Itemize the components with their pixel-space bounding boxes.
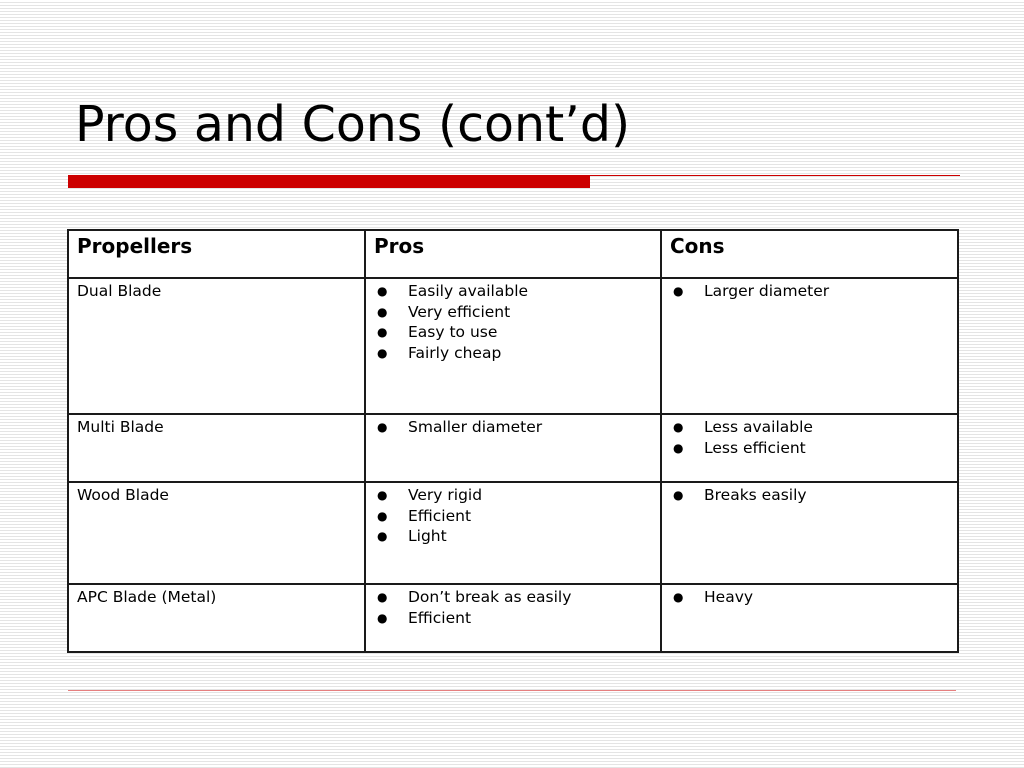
bullet-dot-icon: ● [377, 508, 388, 523]
pros-list [374, 281, 660, 363]
cons-item-text: Breaks easily [704, 486, 807, 504]
propeller-name: APC Blade (Metal) [77, 588, 217, 606]
header-propellers: Propellers [68, 230, 365, 278]
cons-item-text: Larger diameter [704, 282, 830, 300]
header-pros: Pros [365, 230, 661, 278]
list-item [670, 438, 957, 459]
cons-cell [661, 414, 958, 482]
list-item [374, 322, 660, 343]
cons-cell [661, 584, 958, 652]
pros-item-text: Fairly cheap [408, 343, 502, 362]
propeller-name-cell [68, 414, 365, 482]
bullet-dot-icon: ● [377, 345, 388, 360]
cons-list [670, 281, 957, 302]
bullet-dot-icon: ● [377, 420, 388, 434]
cons-list [670, 587, 957, 608]
bullet-dot-icon: ● [673, 284, 684, 298]
pros-cell [365, 584, 661, 652]
list-item [670, 587, 957, 608]
cons-list [670, 417, 957, 458]
pros-item-text: Efficient [408, 506, 472, 525]
bullet-dot-icon: ● [673, 440, 684, 455]
bullet-dot-icon: ● [673, 420, 684, 434]
pros-item-text: Very efficient [408, 302, 511, 321]
footer-divider [68, 690, 956, 691]
propeller-name: Wood Blade [77, 486, 169, 504]
propeller-name: Dual Blade [77, 282, 162, 300]
pros-list [374, 417, 660, 438]
propeller-name-cell [68, 482, 365, 584]
pros-item-text: Easily available [408, 282, 529, 300]
list-item [374, 281, 660, 302]
bullet-dot-icon: ● [377, 610, 388, 625]
bullet-dot-icon: ● [377, 488, 388, 502]
pros-item-text: Very rigid [408, 486, 483, 504]
list-item [374, 506, 660, 527]
cons-item-text: Less efficient [704, 438, 806, 457]
table-row [68, 584, 958, 652]
table-row [68, 278, 958, 414]
table-row [68, 414, 958, 482]
pros-item-text: Efficient [408, 608, 472, 627]
cons-cell [661, 278, 958, 414]
pros-cell [365, 278, 661, 414]
cons-cell [661, 482, 958, 584]
pros-cell [365, 414, 661, 482]
bullet-dot-icon: ● [377, 325, 388, 339]
list-item [670, 485, 957, 506]
list-item [374, 608, 660, 629]
cons-item-text: Heavy [704, 588, 754, 606]
list-item [374, 343, 660, 364]
propeller-name-cell [68, 584, 365, 652]
propeller-name-cell [68, 278, 365, 414]
pros-list [374, 485, 660, 547]
list-item [374, 587, 660, 608]
bullet-dot-icon: ● [377, 590, 388, 604]
cons-item-text: Less available [704, 418, 813, 436]
list-item [374, 302, 660, 323]
table-row [68, 482, 958, 584]
header-cons: Cons [661, 230, 958, 278]
bullet-dot-icon: ● [377, 529, 388, 543]
title-underline-thin [590, 175, 960, 176]
bullet-dot-icon: ● [377, 304, 388, 319]
pros-list [374, 587, 660, 628]
propeller-name: Multi Blade [77, 418, 164, 436]
pros-item-text: Light [408, 527, 447, 545]
list-item [374, 417, 660, 438]
bullet-dot-icon: ● [377, 284, 388, 298]
list-item [374, 526, 660, 547]
table-header-row [68, 230, 958, 278]
cons-list [670, 485, 957, 506]
list-item [374, 485, 660, 506]
pros-item-text: Don’t break as easily [408, 588, 572, 606]
list-item [670, 281, 957, 302]
pros-cons-table [67, 229, 959, 653]
slide-title: Pros and Cons (cont’d) [75, 96, 631, 153]
pros-item-text: Easy to use [408, 323, 498, 341]
title-underline-accent [68, 175, 590, 188]
list-item [670, 417, 957, 438]
pros-cell [365, 482, 661, 584]
bullet-dot-icon: ● [673, 488, 684, 502]
pros-item-text: Smaller diameter [408, 418, 543, 436]
bullet-dot-icon: ● [673, 590, 684, 604]
